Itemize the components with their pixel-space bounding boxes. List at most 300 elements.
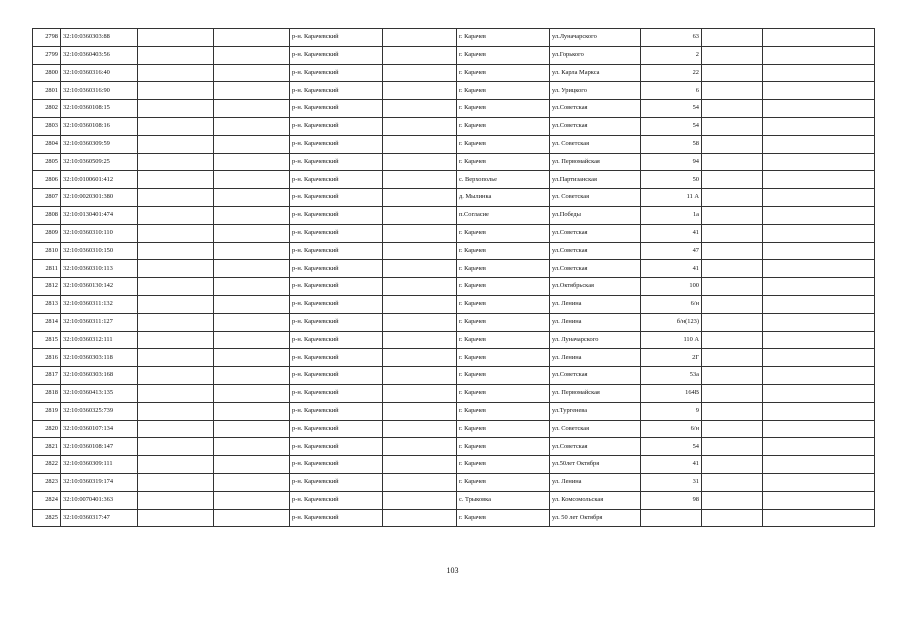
empty-cell xyxy=(138,29,214,47)
row-number-cell: 2819 xyxy=(33,402,61,420)
table-row xyxy=(33,206,875,224)
street-cell: ул.Советская xyxy=(550,260,641,278)
settlement-cell: г. Карачев xyxy=(457,456,550,474)
empty-cell xyxy=(702,206,763,224)
empty-cell xyxy=(702,64,763,82)
row-number-cell: 2815 xyxy=(33,331,61,349)
empty-cell xyxy=(702,367,763,385)
district-cell: р-н. Карачевский xyxy=(290,295,383,313)
house-number-cell: 54 xyxy=(641,438,702,456)
table-row xyxy=(33,402,875,420)
empty-cell xyxy=(214,46,290,64)
district-cell: р-н. Карачевский xyxy=(290,509,383,527)
district-cell: р-н. Карачевский xyxy=(290,367,383,385)
street-cell: ул.Луначарского xyxy=(550,29,641,47)
table-row xyxy=(33,117,875,135)
empty-cell xyxy=(383,438,457,456)
house-number-cell: 22 xyxy=(641,64,702,82)
empty-cell xyxy=(383,29,457,47)
street-cell: ул.Партизанская xyxy=(550,171,641,189)
registry-table-body xyxy=(33,29,875,527)
row-number-cell: 2809 xyxy=(33,224,61,242)
house-number-cell: 98 xyxy=(641,491,702,509)
empty-cell xyxy=(138,509,214,527)
empty-cell xyxy=(214,206,290,224)
house-number-cell: 41 xyxy=(641,260,702,278)
empty-cell xyxy=(383,242,457,260)
settlement-cell: г. Карачев xyxy=(457,260,550,278)
street-cell: ул. 50 лет Октября xyxy=(550,509,641,527)
cadastral-number-cell: 32:10:0100601:412 xyxy=(61,171,138,189)
empty-cell xyxy=(702,384,763,402)
empty-cell xyxy=(383,384,457,402)
row-number-cell: 2822 xyxy=(33,456,61,474)
empty-cell xyxy=(383,206,457,224)
row-number-cell: 2799 xyxy=(33,46,61,64)
table-row xyxy=(33,260,875,278)
house-number-cell: 11 А xyxy=(641,189,702,207)
house-number-cell: 110 А xyxy=(641,331,702,349)
empty-cell xyxy=(702,402,763,420)
house-number-cell: 41 xyxy=(641,456,702,474)
empty-cell xyxy=(763,100,875,118)
row-number-cell: 2817 xyxy=(33,367,61,385)
empty-cell xyxy=(214,171,290,189)
district-cell: р-н. Карачевский xyxy=(290,331,383,349)
empty-cell xyxy=(763,473,875,491)
empty-cell xyxy=(763,402,875,420)
empty-cell xyxy=(383,313,457,331)
cadastral-number-cell: 32:10:0130401:474 xyxy=(61,206,138,224)
empty-cell xyxy=(383,260,457,278)
district-cell: р-н. Карачевский xyxy=(290,402,383,420)
district-cell: р-н. Карачевский xyxy=(290,82,383,100)
table-row xyxy=(33,153,875,171)
empty-cell xyxy=(702,153,763,171)
cadastral-number-cell: 32:10:0360325:739 xyxy=(61,402,138,420)
empty-cell xyxy=(383,171,457,189)
row-number-cell: 2812 xyxy=(33,278,61,296)
empty-cell xyxy=(702,260,763,278)
empty-cell xyxy=(214,64,290,82)
house-number-cell: 6/н xyxy=(641,420,702,438)
settlement-cell: г. Карачев xyxy=(457,224,550,242)
row-number-cell: 2820 xyxy=(33,420,61,438)
house-number-cell: 53а xyxy=(641,367,702,385)
street-cell: ул.Победы xyxy=(550,206,641,224)
house-number-cell: 1а xyxy=(641,206,702,224)
row-number-cell: 2804 xyxy=(33,135,61,153)
empty-cell xyxy=(214,260,290,278)
empty-cell xyxy=(383,509,457,527)
settlement-cell: г. Карачев xyxy=(457,331,550,349)
table-row xyxy=(33,100,875,118)
street-cell: ул. Советская xyxy=(550,135,641,153)
empty-cell xyxy=(702,46,763,64)
cadastral-number-cell: 32:10:0360509:25 xyxy=(61,153,138,171)
empty-cell xyxy=(702,117,763,135)
empty-cell xyxy=(214,438,290,456)
district-cell: р-н. Карачевский xyxy=(290,206,383,224)
empty-cell xyxy=(702,189,763,207)
empty-cell xyxy=(702,135,763,153)
empty-cell xyxy=(138,384,214,402)
house-number-cell: 100 xyxy=(641,278,702,296)
empty-cell xyxy=(702,278,763,296)
house-number-cell: 2Г xyxy=(641,349,702,367)
table-row xyxy=(33,295,875,313)
street-cell: ул.Советская xyxy=(550,100,641,118)
house-number-cell: 47 xyxy=(641,242,702,260)
empty-cell xyxy=(138,473,214,491)
table-row xyxy=(33,46,875,64)
district-cell: р-н. Карачевский xyxy=(290,100,383,118)
empty-cell xyxy=(214,473,290,491)
cadastral-number-cell: 32:10:0360130:142 xyxy=(61,278,138,296)
cadastral-number-cell: 32:10:0360108:15 xyxy=(61,100,138,118)
empty-cell xyxy=(138,82,214,100)
house-number-cell: 54 xyxy=(641,117,702,135)
table-row xyxy=(33,64,875,82)
empty-cell xyxy=(214,509,290,527)
cadastral-number-cell: 32:10:0360108:147 xyxy=(61,438,138,456)
row-number-cell: 2798 xyxy=(33,29,61,47)
empty-cell xyxy=(214,82,290,100)
empty-cell xyxy=(383,331,457,349)
district-cell: р-н. Карачевский xyxy=(290,242,383,260)
row-number-cell: 2813 xyxy=(33,295,61,313)
house-number-cell: 94 xyxy=(641,153,702,171)
empty-cell xyxy=(138,331,214,349)
row-number-cell: 2803 xyxy=(33,117,61,135)
house-number-cell: 164В xyxy=(641,384,702,402)
district-cell: р-н. Карачевский xyxy=(290,189,383,207)
cadastral-number-cell: 32:10:0360303:168 xyxy=(61,367,138,385)
district-cell: р-н. Карачевский xyxy=(290,224,383,242)
street-cell: ул. Первомайская xyxy=(550,384,641,402)
table-row xyxy=(33,509,875,527)
table-row xyxy=(33,242,875,260)
empty-cell xyxy=(702,242,763,260)
empty-cell xyxy=(702,491,763,509)
table-row xyxy=(33,367,875,385)
empty-cell xyxy=(763,456,875,474)
district-cell: р-н. Карачевский xyxy=(290,278,383,296)
house-number-cell: 41 xyxy=(641,224,702,242)
empty-cell xyxy=(383,278,457,296)
cadastral-number-cell: 32:10:0360312:111 xyxy=(61,331,138,349)
cadastral-number-cell: 32:10:0360310:110 xyxy=(61,224,138,242)
district-cell: р-н. Карачевский xyxy=(290,171,383,189)
street-cell: ул.50лет Октября xyxy=(550,456,641,474)
empty-cell xyxy=(763,64,875,82)
empty-cell xyxy=(763,278,875,296)
table-row xyxy=(33,473,875,491)
settlement-cell: г. Карачев xyxy=(457,46,550,64)
settlement-cell: г. Карачев xyxy=(457,153,550,171)
district-cell: р-н. Карачевский xyxy=(290,313,383,331)
street-cell: ул. Ленина xyxy=(550,313,641,331)
cadastral-number-cell: 32:10:0360319:174 xyxy=(61,473,138,491)
table-row xyxy=(33,420,875,438)
street-cell: ул. Ленина xyxy=(550,349,641,367)
empty-cell xyxy=(138,242,214,260)
street-cell: ул.Октябрьская xyxy=(550,278,641,296)
empty-cell xyxy=(138,313,214,331)
house-number-cell: 63 xyxy=(641,29,702,47)
empty-cell xyxy=(763,29,875,47)
row-number-cell: 2801 xyxy=(33,82,61,100)
empty-cell xyxy=(763,189,875,207)
table-row xyxy=(33,29,875,47)
empty-cell xyxy=(383,100,457,118)
empty-cell xyxy=(702,349,763,367)
empty-cell xyxy=(763,367,875,385)
empty-cell xyxy=(138,420,214,438)
empty-cell xyxy=(214,491,290,509)
empty-cell xyxy=(214,456,290,474)
empty-cell xyxy=(383,491,457,509)
cadastral-number-cell: 32:10:0360403:56 xyxy=(61,46,138,64)
empty-cell xyxy=(702,82,763,100)
empty-cell xyxy=(702,171,763,189)
cadastral-number-cell: 32:10:0360311:132 xyxy=(61,295,138,313)
empty-cell xyxy=(763,295,875,313)
empty-cell xyxy=(702,29,763,47)
cadastral-number-cell: 32:10:0360310:113 xyxy=(61,260,138,278)
empty-cell xyxy=(214,29,290,47)
street-cell: ул. Советская xyxy=(550,189,641,207)
row-number-cell: 2823 xyxy=(33,473,61,491)
empty-cell xyxy=(214,313,290,331)
empty-cell xyxy=(763,491,875,509)
empty-cell xyxy=(702,456,763,474)
settlement-cell: г. Карачев xyxy=(457,313,550,331)
empty-cell xyxy=(138,100,214,118)
cadastral-number-cell: 32:10:0360310:150 xyxy=(61,242,138,260)
street-cell: ул. Ленина xyxy=(550,473,641,491)
street-cell: ул.Горького xyxy=(550,46,641,64)
cadastral-number-cell: 32:10:0360303:118 xyxy=(61,349,138,367)
empty-cell xyxy=(763,224,875,242)
table-row xyxy=(33,82,875,100)
empty-cell xyxy=(138,206,214,224)
empty-cell xyxy=(214,420,290,438)
empty-cell xyxy=(383,473,457,491)
empty-cell xyxy=(763,82,875,100)
cadastral-number-cell: 32:10:0360108:16 xyxy=(61,117,138,135)
empty-cell xyxy=(702,295,763,313)
district-cell: р-н. Карачевский xyxy=(290,64,383,82)
row-number-cell: 2814 xyxy=(33,313,61,331)
empty-cell xyxy=(763,242,875,260)
table-row xyxy=(33,384,875,402)
empty-cell xyxy=(763,117,875,135)
settlement-cell: г. Карачев xyxy=(457,438,550,456)
empty-cell xyxy=(214,242,290,260)
empty-cell xyxy=(138,135,214,153)
page-number: 103 xyxy=(446,566,459,575)
district-cell: р-н. Карачевский xyxy=(290,384,383,402)
settlement-cell: г. Карачев xyxy=(457,402,550,420)
empty-cell xyxy=(138,278,214,296)
empty-cell xyxy=(138,367,214,385)
street-cell: ул. Урицкого xyxy=(550,82,641,100)
empty-cell xyxy=(763,420,875,438)
settlement-cell: п.Согласие xyxy=(457,206,550,224)
empty-cell xyxy=(138,171,214,189)
empty-cell xyxy=(214,331,290,349)
empty-cell xyxy=(702,224,763,242)
empty-cell xyxy=(214,367,290,385)
table-row xyxy=(33,189,875,207)
cadastral-number-cell: 32:10:0360316:90 xyxy=(61,82,138,100)
district-cell: р-н. Карачевский xyxy=(290,473,383,491)
cadastral-number-cell: 32:10:0360107:134 xyxy=(61,420,138,438)
settlement-cell: г. Карачев xyxy=(457,117,550,135)
house-number-cell: 50 xyxy=(641,171,702,189)
table-row xyxy=(33,438,875,456)
house-number-cell: 54 xyxy=(641,100,702,118)
cadastral-number-cell: 32:10:0360413:135 xyxy=(61,384,138,402)
empty-cell xyxy=(702,420,763,438)
empty-cell xyxy=(383,117,457,135)
house-number-cell: б/н(123) xyxy=(641,313,702,331)
empty-cell xyxy=(702,509,763,527)
empty-cell xyxy=(214,117,290,135)
district-cell: р-н. Карачевский xyxy=(290,29,383,47)
row-number-cell: 2824 xyxy=(33,491,61,509)
table-row xyxy=(33,171,875,189)
settlement-cell: г. Карачев xyxy=(457,473,550,491)
empty-cell xyxy=(214,295,290,313)
table-row xyxy=(33,491,875,509)
settlement-cell: г. Карачев xyxy=(457,242,550,260)
empty-cell xyxy=(138,117,214,135)
empty-cell xyxy=(763,206,875,224)
street-cell: ул.Советская xyxy=(550,438,641,456)
empty-cell xyxy=(383,189,457,207)
street-cell: ул. Карла Маркса xyxy=(550,64,641,82)
empty-cell xyxy=(214,100,290,118)
district-cell: р-н. Карачевский xyxy=(290,46,383,64)
empty-cell xyxy=(763,349,875,367)
row-number-cell: 2810 xyxy=(33,242,61,260)
row-number-cell: 2821 xyxy=(33,438,61,456)
street-cell: ул.Советская xyxy=(550,117,641,135)
table-row xyxy=(33,331,875,349)
empty-cell xyxy=(383,402,457,420)
row-number-cell: 2807 xyxy=(33,189,61,207)
settlement-cell: г. Карачев xyxy=(457,367,550,385)
district-cell: р-н. Карачевский xyxy=(290,117,383,135)
empty-cell xyxy=(138,64,214,82)
cadastral-number-cell: 32:10:0360311:127 xyxy=(61,313,138,331)
row-number-cell: 2811 xyxy=(33,260,61,278)
cadastral-number-cell: 32:10:0070401:363 xyxy=(61,491,138,509)
empty-cell xyxy=(138,46,214,64)
street-cell: ул. Первомайская xyxy=(550,153,641,171)
empty-cell xyxy=(763,135,875,153)
cadastral-number-cell: 32:10:0360316:40 xyxy=(61,64,138,82)
empty-cell xyxy=(214,402,290,420)
empty-cell xyxy=(214,384,290,402)
settlement-cell: г. Карачев xyxy=(457,64,550,82)
row-number-cell: 2805 xyxy=(33,153,61,171)
settlement-cell: д. Мылинка xyxy=(457,189,550,207)
table-row xyxy=(33,456,875,474)
house-number-cell: 6 xyxy=(641,82,702,100)
settlement-cell: г. Карачев xyxy=(457,29,550,47)
cadastral-number-cell: 32:10:0360309:111 xyxy=(61,456,138,474)
empty-cell xyxy=(763,260,875,278)
street-cell: ул.Советская xyxy=(550,367,641,385)
house-number-cell: 9 xyxy=(641,402,702,420)
settlement-cell: г. Карачев xyxy=(457,420,550,438)
empty-cell xyxy=(214,224,290,242)
street-cell: ул. Луначарского xyxy=(550,331,641,349)
table-row xyxy=(33,313,875,331)
empty-cell xyxy=(138,349,214,367)
empty-cell xyxy=(383,420,457,438)
empty-cell xyxy=(383,135,457,153)
table-row xyxy=(33,224,875,242)
empty-cell xyxy=(763,384,875,402)
table-row xyxy=(33,135,875,153)
empty-cell xyxy=(138,491,214,509)
settlement-cell: с. Трыковка xyxy=(457,491,550,509)
empty-cell xyxy=(138,456,214,474)
house-number-cell: 2 xyxy=(641,46,702,64)
empty-cell xyxy=(383,349,457,367)
district-cell: р-н. Карачевский xyxy=(290,153,383,171)
cadastral-number-cell: 32:10:0360317:47 xyxy=(61,509,138,527)
empty-cell xyxy=(383,295,457,313)
district-cell: р-н. Карачевский xyxy=(290,438,383,456)
empty-cell xyxy=(214,278,290,296)
house-number-cell: 6/н xyxy=(641,295,702,313)
district-cell: р-н. Карачевский xyxy=(290,491,383,509)
empty-cell xyxy=(383,224,457,242)
district-cell: р-н. Карачевский xyxy=(290,135,383,153)
settlement-cell: г. Карачев xyxy=(457,82,550,100)
cadastral-number-cell: 32:10:0020301:380 xyxy=(61,189,138,207)
street-cell: ул.Советская xyxy=(550,242,641,260)
row-number-cell: 2802 xyxy=(33,100,61,118)
empty-cell xyxy=(138,224,214,242)
empty-cell xyxy=(763,331,875,349)
registry-table xyxy=(32,28,875,527)
table-row xyxy=(33,278,875,296)
settlement-cell: с. Верхополье xyxy=(457,171,550,189)
empty-cell xyxy=(383,82,457,100)
empty-cell xyxy=(383,153,457,171)
empty-cell xyxy=(702,100,763,118)
empty-cell xyxy=(763,171,875,189)
street-cell: ул.Советская xyxy=(550,224,641,242)
settlement-cell: г. Карачев xyxy=(457,509,550,527)
settlement-cell: г. Карачев xyxy=(457,135,550,153)
house-number-cell xyxy=(641,509,702,527)
row-number-cell: 2806 xyxy=(33,171,61,189)
empty-cell xyxy=(763,313,875,331)
row-number-cell: 2816 xyxy=(33,349,61,367)
row-number-cell: 2808 xyxy=(33,206,61,224)
cadastral-number-cell: 32:10:0360309:59 xyxy=(61,135,138,153)
empty-cell xyxy=(138,295,214,313)
street-cell: ул. Советская xyxy=(550,420,641,438)
table-row xyxy=(33,349,875,367)
